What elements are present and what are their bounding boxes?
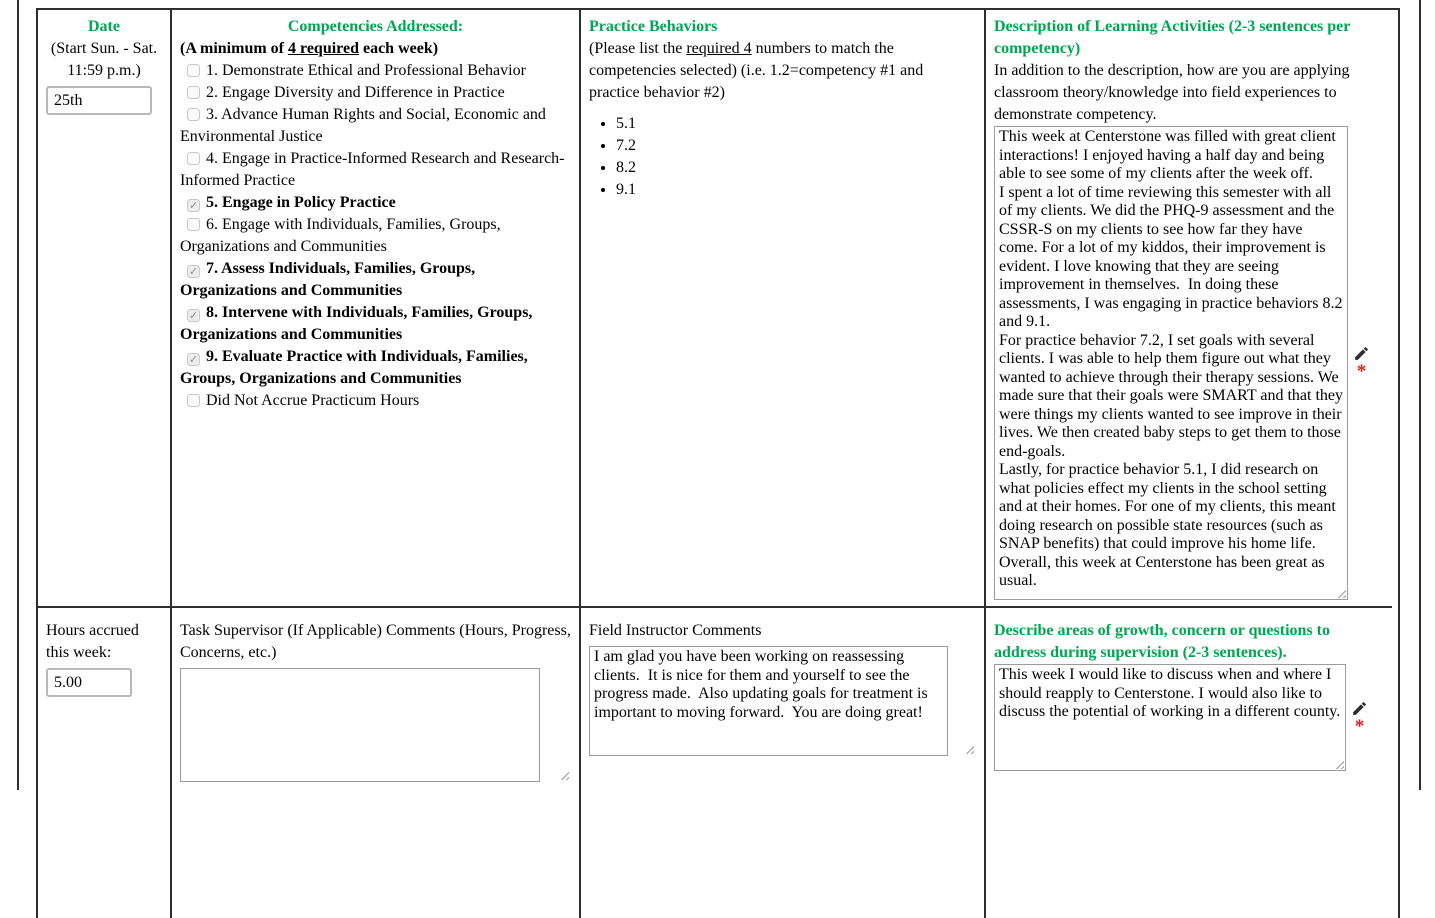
outer-table-left-border bbox=[17, 0, 19, 790]
task-supervisor-textarea-wrap bbox=[180, 668, 571, 782]
task-supervisor-cell bbox=[172, 608, 581, 918]
hours-label: Hours accrued this week: bbox=[46, 622, 139, 661]
checkbox-unchecked-icon[interactable] bbox=[187, 152, 200, 165]
checkbox-checked-icon[interactable]: ✓ bbox=[188, 353, 199, 366]
competency-item[interactable] bbox=[180, 104, 571, 148]
competency-item[interactable] bbox=[180, 148, 571, 192]
required-asterisk: * bbox=[1356, 361, 1367, 382]
competency-item[interactable] bbox=[180, 192, 571, 214]
practice-behavior-value: • 7.2 bbox=[616, 135, 976, 157]
checkbox-unchecked-icon[interactable] bbox=[187, 64, 200, 77]
checkbox-checked-icon[interactable]: ✓ bbox=[188, 309, 199, 322]
checkbox-checked-icon[interactable]: ✓ bbox=[188, 199, 199, 212]
practice-behaviors-note bbox=[589, 38, 976, 104]
field-instructor-cell bbox=[581, 608, 986, 918]
hours-cell bbox=[38, 608, 172, 918]
competencies-subheader-underlined: 4 required bbox=[288, 40, 359, 57]
required-asterisk: * bbox=[1354, 715, 1365, 737]
growth-label: Describe areas of growth, concern or questions to address during supervision (2-3 sentences). bbox=[994, 622, 1330, 661]
date-input[interactable] bbox=[46, 86, 152, 115]
date-cell bbox=[38, 10, 172, 608]
task-supervisor-label: Task Supervisor (If Applicable) Comments (Hours, Progress, Concerns, etc.) bbox=[180, 622, 571, 661]
practice-behaviors-note-prefix: (Please list the bbox=[589, 40, 687, 57]
learning-activities-field-row bbox=[994, 126, 1384, 600]
weekly-log-table bbox=[36, 8, 1400, 918]
competency-item[interactable] bbox=[180, 302, 571, 346]
growth-textarea-wrap bbox=[994, 664, 1346, 771]
learning-activities-note: In addition to the description, how are you are applying classroom theory/knowledge into field experiences to demonstrate competency. bbox=[994, 62, 1350, 123]
competency-label: 6. Engage with Individuals, Families, Groups, Organizations and Communities bbox=[180, 216, 501, 255]
growth-field-row bbox=[994, 664, 1384, 771]
competency-label: 2. Engage Diversity and Difference in Practice bbox=[206, 84, 505, 101]
competency-item[interactable] bbox=[180, 82, 571, 104]
competencies-subheader-suffix: each week) bbox=[358, 40, 439, 57]
checkbox-unchecked-icon[interactable] bbox=[187, 394, 200, 407]
edit-pencil-icon[interactable] bbox=[1353, 345, 1370, 362]
competencies-subheader bbox=[180, 38, 571, 60]
competency-item[interactable] bbox=[180, 258, 571, 302]
competency-item[interactable] bbox=[180, 214, 571, 258]
competency-label: Did Not Accrue Practicum Hours bbox=[206, 392, 420, 409]
learning-activities-aside bbox=[1353, 345, 1370, 381]
checkbox-unchecked-icon[interactable] bbox=[187, 218, 200, 231]
date-subtitle-line1: (Start Sun. - Sat. bbox=[50, 40, 158, 57]
growth-textarea[interactable] bbox=[994, 664, 1346, 771]
task-supervisor-textarea[interactable] bbox=[180, 668, 540, 782]
practice-behavior-value: • 9.1 bbox=[616, 179, 976, 201]
field-instructor-label: Field Instructor Comments bbox=[589, 622, 762, 639]
competency-label: 5. Engage in Policy Practice bbox=[206, 194, 396, 211]
competency-item[interactable] bbox=[180, 390, 571, 412]
competency-label: 4. Engage in Practice-Informed Research and Research-Informed Practice bbox=[180, 150, 565, 189]
competencies-list bbox=[180, 60, 571, 412]
checkbox-checked-icon[interactable]: ✓ bbox=[188, 265, 199, 278]
learning-activities-textarea-wrap bbox=[994, 126, 1348, 600]
outer-table-right-border bbox=[1419, 0, 1421, 790]
learning-activities-header: Description of Learning Activities (2-3 sentences per competency) bbox=[994, 18, 1351, 57]
checkbox-unchecked-icon[interactable] bbox=[187, 108, 200, 121]
field-instructor-textarea[interactable] bbox=[589, 646, 948, 756]
practice-behaviors-cell bbox=[581, 10, 986, 608]
edit-pencil-icon[interactable] bbox=[1351, 700, 1368, 717]
growth-cell bbox=[986, 608, 1392, 918]
competency-label: 9. Evaluate Practice with Individuals, Families, Groups, Organizations and Communities bbox=[180, 348, 528, 387]
resize-grip-icon[interactable] bbox=[560, 771, 569, 780]
field-instructor-textarea-wrap bbox=[589, 646, 976, 756]
competency-item[interactable] bbox=[180, 346, 571, 390]
competency-label: 3. Advance Human Rights and Social, Economic and Environmental Justice bbox=[180, 106, 546, 145]
competencies-subheader-prefix: (A minimum of bbox=[180, 40, 288, 57]
learning-activities-cell bbox=[986, 10, 1392, 608]
checkbox-unchecked-icon[interactable] bbox=[187, 86, 200, 99]
competencies-cell bbox=[172, 10, 581, 608]
competency-label: 8. Intervene with Individuals, Families, Groups, Organizations and Communities bbox=[180, 304, 533, 343]
practice-behaviors-note-underlined: required 4 bbox=[686, 40, 752, 57]
practice-behavior-value: • 5.1 bbox=[616, 113, 976, 135]
competency-label: 1. Demonstrate Ethical and Professional Behavior bbox=[206, 62, 526, 79]
competencies-header: Competencies Addressed: bbox=[287, 18, 464, 35]
competency-label: 7. Assess Individuals, Families, Groups, Organizations and Communities bbox=[180, 260, 476, 299]
date-subtitle-line2: 11:59 p.m.) bbox=[67, 62, 141, 79]
date-header: Date bbox=[88, 18, 120, 35]
hours-input[interactable] bbox=[46, 668, 132, 697]
learning-activities-textarea[interactable] bbox=[994, 126, 1348, 600]
practice-behaviors-header: Practice Behaviors bbox=[589, 18, 718, 35]
practice-behavior-value: • 8.2 bbox=[616, 157, 976, 179]
practice-behavior-list bbox=[589, 113, 976, 201]
growth-aside bbox=[1351, 700, 1368, 736]
practice-behaviors-note-suffix: numbers to match the competencies selected) (i.e. 1.2=competency #1 and practice behavior #2) bbox=[589, 40, 924, 101]
resize-grip-icon[interactable] bbox=[965, 745, 974, 754]
competency-item[interactable] bbox=[180, 60, 571, 82]
